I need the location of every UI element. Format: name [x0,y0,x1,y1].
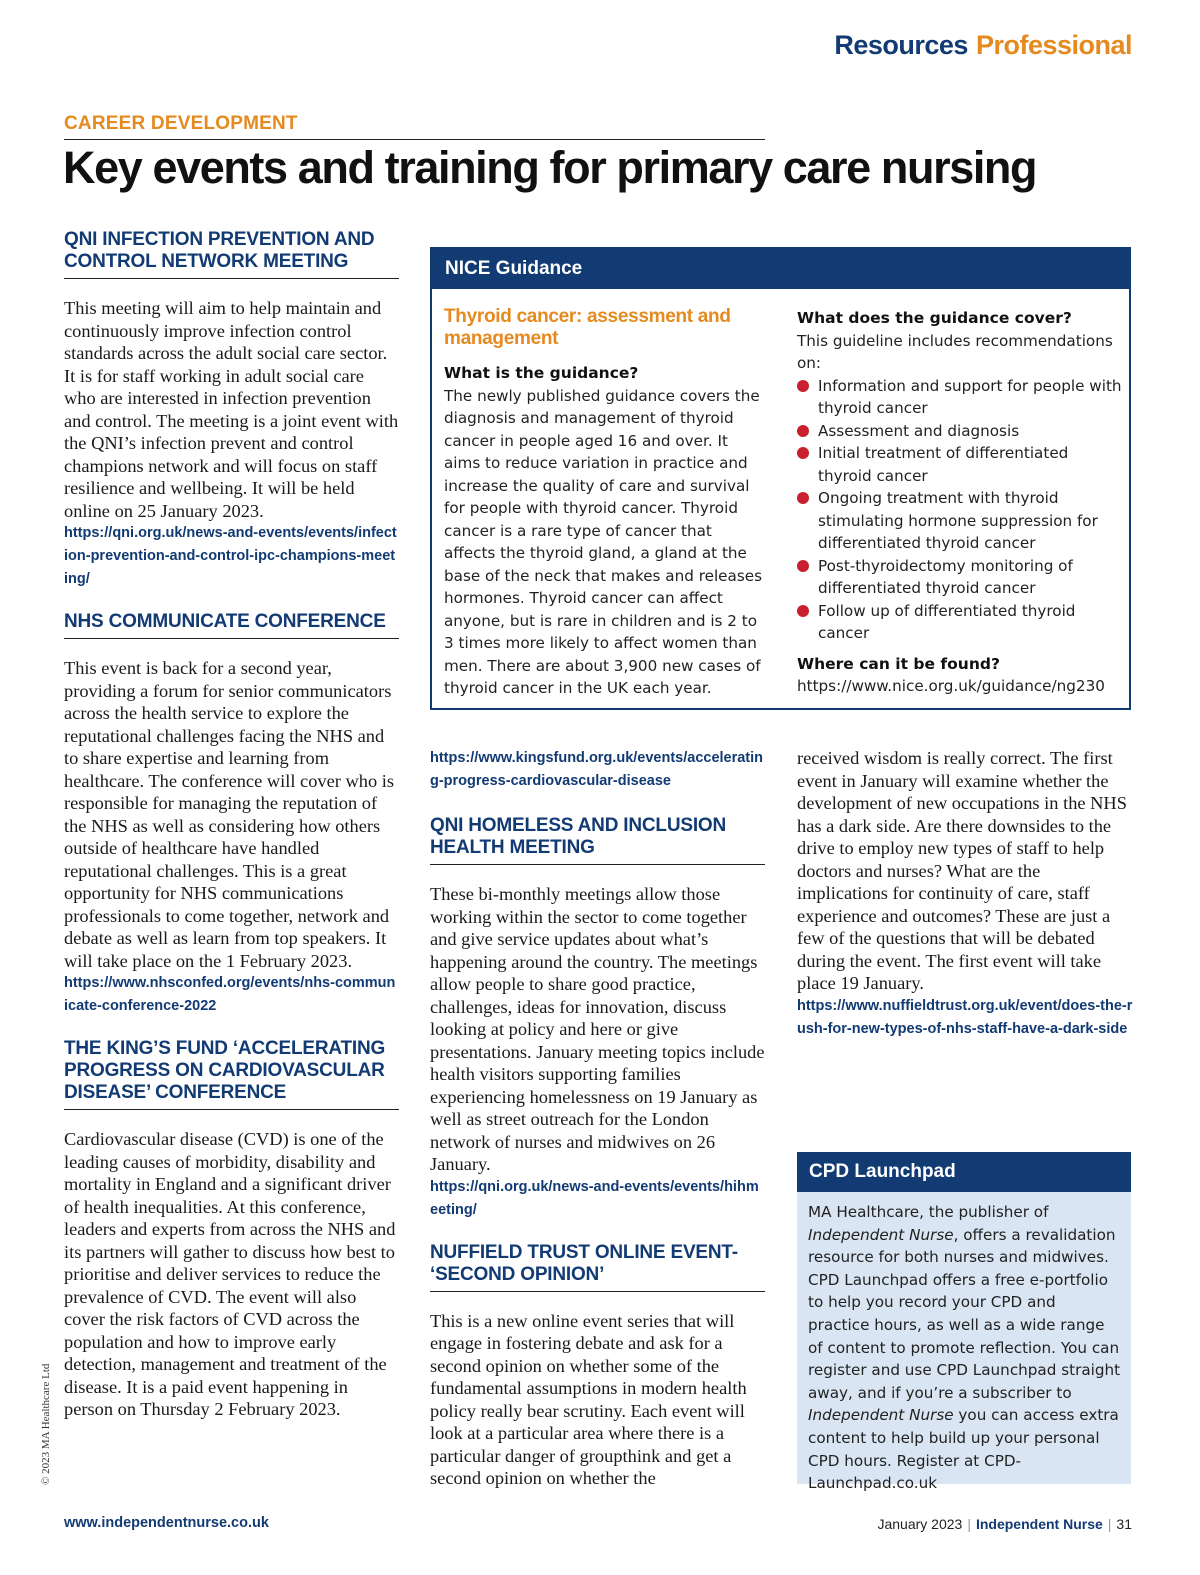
category-professional: Professional [975,30,1132,60]
list-item [797,600,1122,645]
article-qni-homeless [430,815,765,1222]
article-heading: NHS COMMUNICATE CONFERENCE [64,611,399,639]
nice-box-header: NICE Guidance [432,249,1129,289]
cpd-box-body [797,1192,1131,1495]
nice-answer: This guideline includes recommendations on: [797,331,1113,372]
copyright-notice: © 2023 MA Healthcare Ltd [40,1363,52,1485]
article-link[interactable]: https://www.kingsfund.org.uk/events/accelerating-progress-cardiovascular-disease [430,750,764,789]
nice-subtitle: Thyroid cancer: assessment and management [444,306,731,349]
footer-url-part: nurse [187,1515,228,1531]
article-heading: QNI HOMELESS AND INCLUSION HEALTH MEETING [430,815,765,865]
bullet-icon [797,560,809,572]
article-heading: THE KING’S FUND ‘ACCELERATING PROGRESS ON CARDIOVASCULAR DISEASE’ CONFERENCE [64,1038,399,1110]
list-item [797,375,1122,420]
article-body: These bi-monthly meetings allow those working within the sector to come together and give service updates about what’s happening around the country. The meetings allow people to share good practice, challenges, ideas for innovation, discuss looking at policy and here or give presentations. January meeting topics include health visitors supporting families experiencing homelessness on 19 January as well as street outreach for the London network of nurses and midwives on 26 January. [430,884,765,1174]
article-body-continued: received wisdom is really correct. The first event in January will examine whether the development of new occupations in the NHS has a dark side. Are there downsides to the drive to employ new types of staff to help doctors and nurses? What are the implications for continuity of care, staff experience and outcomes? These are just a few of the questions that will be debated during the event. The first event will take place 19 January. [797,748,1127,993]
nice-link[interactable]: https://www.nice.org.uk/guidance/ng230 [797,677,1105,695]
cpd-launchpad-box [797,1152,1131,1493]
cpd-text: you can access extra content to help build up your personal CPD hours. Register at CPD-Launchpad.co.uk [808,1406,1119,1493]
nice-left-column [444,306,766,700]
list-item-text: Ongoing treatment with thyroid stimulating hormone suppression for differentiated thyroid cancer [818,489,1098,552]
article-kings-fund [64,1038,399,1421]
cpd-box-header: CPD Launchpad [797,1152,1131,1192]
cpd-text: MA Healthcare, the publisher of [808,1203,1049,1221]
article-link[interactable]: https://www.nuffieldtrust.org.uk/event/does-the-rush-for-new-types-of-nhs-staff-have-a-dark-side [797,997,1133,1037]
article-body: This event is back for a second year, providing a forum for senior communicators across the health service to explore the reputational challenges facing the NHS and to share expertise and learning from healthcare. The conference will cover who is responsible for managing the reputation of the NHS as well as considering how others outside of healthcare have handled reputational challenges. This is a great opportunity for NHS communications professionals to come together, network and debate as well as learn from top speakers. It will take place on the 1 February 2023. [64,658,395,971]
footer-date: January 2023 [877,1516,963,1532]
article-link[interactable]: https://qni.org.uk/news-and-events/events/hihmeeting/ [430,1178,759,1218]
footer-website-link[interactable] [64,1515,269,1531]
list-item [797,555,1122,600]
bullet-icon [797,447,809,459]
category-resources: Resources [834,30,968,60]
section-category [834,30,1132,61]
cpd-publication-name: Independent Nurse [808,1406,954,1425]
footer-url-part: www.independent [64,1515,188,1531]
article-nuffield [430,1242,765,1490]
article-heading: QNI INFECTION PREVENTION AND CONTROL NETWORK MEETING [64,229,399,279]
column-left [64,229,399,1421]
article-link[interactable]: https://qni.org.uk/news-and-events/events/infection-prevention-and-control-ipc-champions-meeting/ [64,525,397,587]
footer-separator: | [1107,1516,1112,1532]
nice-bullet-list [797,375,1122,645]
bullet-icon [797,605,809,617]
article-heading: NUFFIELD TRUST ONLINE EVENT- ‘SECOND OPINION’ [430,1242,765,1292]
list-item-text: Assessment and diagnosis [818,421,1020,440]
article-body: Cardiovascular disease (CVD) is one of the leading causes of morbidity, disability and mortality in England and a significant driver of health inequalities. At this conference, leaders and experts from across the NHS and its partners will gather to discuss how best to prioritise and deliver services to reduce the prevalence of CVD. The event will also cover the risk factors of CVD across the population and how to improve early detection, management and treatment of the disease. It is a paid event happening in person on Thursday 2 February 2023. [64,1129,396,1419]
column-right [797,747,1133,1041]
page-title: Key events and training for primary care nursing [63,142,1037,193]
article-nhs-communicate [64,611,399,1018]
bullet-icon [797,380,809,392]
nice-question: What does the guidance cover? [797,309,1072,327]
list-item [797,442,1122,487]
nice-right-column [797,307,1122,698]
footer-publication: Nurse [1063,1516,1103,1532]
article-body: This is a new online event series that will engage in fostering debate and ask for a second opinion on whether some of the fundamental assumptions in modern health policy really bear scrutiny. Each event will look at a particular area where there is a particular danger of groupthink and get a second opinion on whether the [430,1310,747,1488]
list-item-text: Information and support for people with thyroid cancer [818,376,1122,417]
list-item [797,487,1122,555]
nice-answer: The newly published guidance covers the diagnosis and management of thyroid cancer in people aged 16 and over. It aims to reduce variation in practice and increase the quality of care and survival for people with thyroid cancer. Thyroid cancer is a rare type of cancer that affects the thyroid gland, a gland at the base of the neck that makes and releases hormones. Thyroid cancer can affect anyone, but is rare in children and is 2 to 3 times more likely to affect women than men. There are about 3,900 new cases of thyroid cancer in the UK each year. [444,386,762,697]
section-label: CAREER DEVELOPMENT [64,113,298,134]
article-qni-ipc [64,229,399,591]
article-link[interactable]: https://www.nhsconfed.org/events/nhs-communicate-conference-2022 [64,975,396,1014]
article-body: This meeting will aim to help maintain and continuously improve infection control standards across the adult social care sector. It is for staff working in adult social care who are interested in infection prevention and control. The meeting is a joint event with the QNI’s infection prevent and control champions network and will focus on staff resilience and wellbeing. It will be held online on 25 January 2023. [64,298,399,521]
list-item [797,420,1122,443]
list-item-text: Initial treatment of differentiated thyroid cancer [818,444,1069,485]
list-item-text: Post-thyroidectomy monitoring of differentiated thyroid cancer [818,556,1073,597]
nice-question: Where can it be found? [797,654,1000,673]
footer-folio [877,1516,1132,1532]
footer-url-part: .co.uk [227,1515,269,1531]
nice-guidance-box [430,247,1131,710]
column-middle [430,747,765,1490]
bullet-icon [797,425,809,437]
nice-question: What is the guidance? [444,364,639,382]
cpd-publication-name: Independent Nurse [808,1225,954,1244]
page-number: 31 [1116,1516,1132,1532]
title-rule [64,139,765,140]
footer-separator: | [967,1516,971,1532]
footer-publication: Independent [975,1516,1060,1532]
cpd-text: , offers a revalidation resource for both nurses and midwives. CPD Launchpad offers a free e-portfolio to help you record your CPD and practice hours, as well as a wide range of content to promote reflection. You can register and use CPD Launchpad straight away, and if you’re a subscriber to [808,1225,1121,1402]
bullet-icon [797,492,809,504]
list-item-text: Follow up of differentiated thyroid cancer [818,601,1076,642]
